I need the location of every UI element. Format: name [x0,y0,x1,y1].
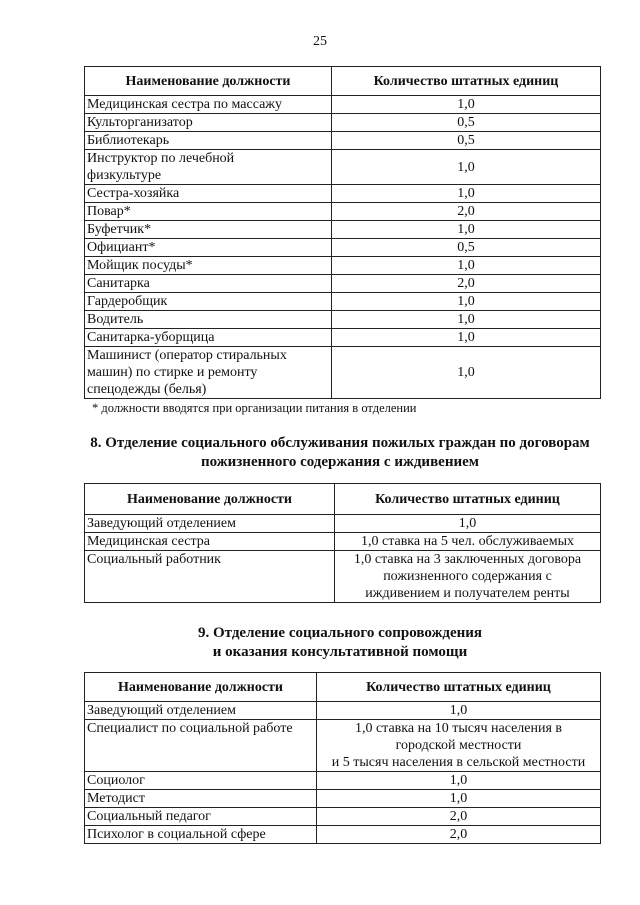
table-row [85,203,601,221]
section-title-line: и оказания консультативной помощи [212,644,468,660]
section-title-line: 9. Отделение социального сопровождения [197,625,483,641]
page-number: 25 [313,34,327,49]
staff-table-1 [84,66,601,399]
position-cell: Заведующий отделением [85,515,335,533]
table-row [85,257,601,275]
count-cell: 0,5 [332,239,601,257]
count-cell: 1,0 [332,150,601,185]
section-9-title [60,624,620,662]
position-cell: Заведующий отделением [85,702,317,720]
table-row [85,347,601,399]
count-cell: 1,0 [335,515,601,533]
count-cell: 0,5 [332,114,601,132]
header-position: Наименование должности [85,673,317,702]
count-cell: 2,0 [332,203,601,221]
table-row [85,702,601,720]
position-cell: Повар* [85,203,332,221]
count-cell: 1,0 ставка на 5 чел. обслуживаемых [335,533,601,551]
count-cell: 1,0 [317,702,601,720]
position-cell: Специалист по социальной работе [85,720,317,772]
count-cell: 1,0 [332,96,601,114]
position-cell: Санитарка-уборщица [85,329,332,347]
table-header-row [85,67,601,96]
position-cell: Библиотекарь [85,132,332,150]
position-cell: Буфетчик* [85,221,332,239]
count-cell: 1,0 [332,257,601,275]
count-cell: 1,0 [332,185,601,203]
table-row [85,132,601,150]
table-row [85,311,601,329]
count-cell: 1,0 [332,311,601,329]
count-cell: 1,0 [317,790,601,808]
header-count: Количество штатных единиц [332,67,601,96]
table-row [85,515,601,533]
table-header-row [85,484,601,515]
table-row [85,239,601,257]
table-row [85,185,601,203]
position-cell: Сестра-хозяйка [85,185,332,203]
table-row [85,329,601,347]
count-cell: 1,0 ставка на 3 заключенных договора пожизненного содержания с иждивением и получателем ренты [335,551,601,603]
table-row [85,790,601,808]
count-cell: 2,0 [317,808,601,826]
table-row [85,808,601,826]
table-row [85,150,601,185]
position-cell: Машинист (оператор стиральных машин) по стирке и ремонту спецодежды (белья) [85,347,332,399]
position-cell: Методист [85,790,317,808]
count-cell: 2,0 [332,275,601,293]
table-row [85,533,601,551]
header-position: Наименование должности [85,484,335,515]
count-cell: 1,0 [332,347,601,399]
table-row [85,275,601,293]
count-cell: 1,0 [332,293,601,311]
position-cell: Медицинская сестра по массажу [85,96,332,114]
table-row [85,293,601,311]
header-position: Наименование должности [85,67,332,96]
table-row [85,114,601,132]
header-count: Количество штатных единиц [317,673,601,702]
position-cell: Инструктор по лечебной физкультуре [85,150,332,185]
table-row [85,96,601,114]
count-cell: 1,0 [317,772,601,790]
position-cell: Официант* [85,239,332,257]
staff-table-3 [84,672,601,844]
table-header-row [85,673,601,702]
section-title-line: 8. Отделение социального обслуживания пожилых граждан по договорам [90,435,590,451]
table-row [85,826,601,844]
position-cell: Мойщик посуды* [85,257,332,275]
table-row [85,551,601,603]
table-row [85,720,601,772]
section-title-line: пожизненного содержания с иждивением [200,454,479,470]
position-cell: Психолог в социальной сфере [85,826,317,844]
position-cell: Социолог [85,772,317,790]
position-cell: Гардеробщик [85,293,332,311]
count-cell: 2,0 [317,826,601,844]
footnote: * должности вводятся при организации питания в отделении [92,401,417,415]
table-row [85,221,601,239]
table-row [85,772,601,790]
count-cell: 1,0 [332,329,601,347]
position-cell: Социальный педагог [85,808,317,826]
count-cell: 0,5 [332,132,601,150]
staff-table-2 [84,483,601,603]
header-count: Количество штатных единиц [335,484,601,515]
section-8-title [60,434,620,472]
position-cell: Санитарка [85,275,332,293]
position-cell: Медицинская сестра [85,533,335,551]
count-cell: 1,0 [332,221,601,239]
position-cell: Водитель [85,311,332,329]
position-cell: Социальный работник [85,551,335,603]
position-cell: Культорганизатор [85,114,332,132]
count-cell: 1,0 ставка на 10 тысяч населения в городской местности и 5 тысяч населения в сельской местности [317,720,601,772]
